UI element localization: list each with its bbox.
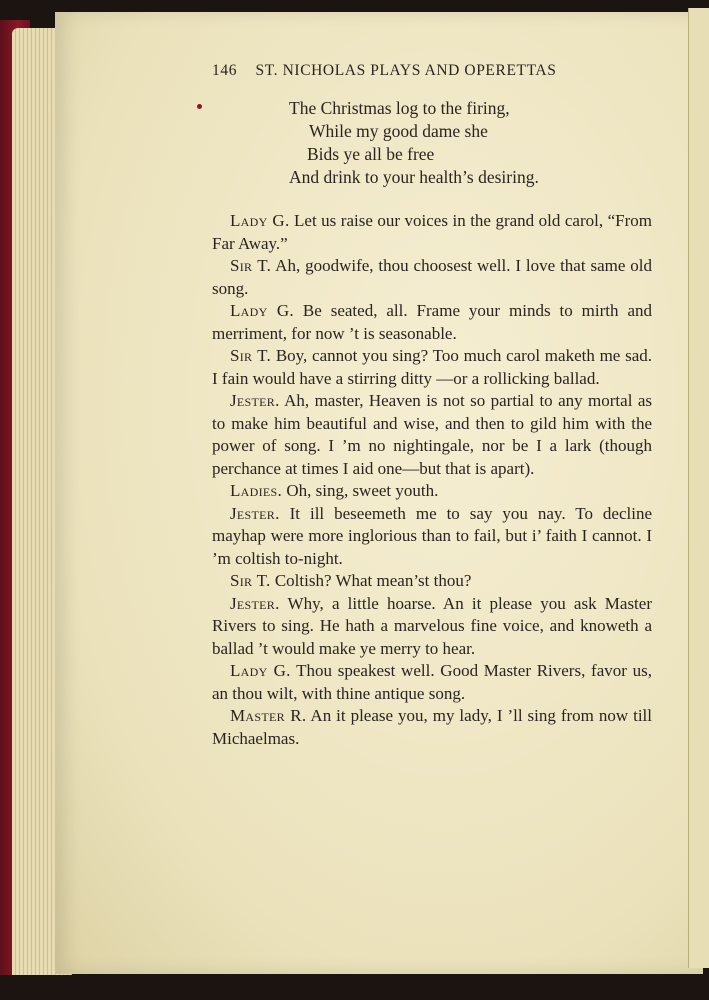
speech-text: Coltish? What mean’st thou? bbox=[274, 571, 472, 590]
speech bbox=[212, 593, 652, 661]
verse-line: Bids ye all be free bbox=[307, 144, 435, 164]
speech bbox=[212, 480, 652, 503]
speech bbox=[212, 300, 652, 345]
speech bbox=[212, 255, 652, 300]
speech-text: Ah, master, Heaven is not so partial to any mortal as to make him beautiful and wise, and then to gild him with the power of song. I ’m no nightingale, nor be I a lark (though perchance at times I aid one—but that is apart). bbox=[212, 391, 653, 478]
speech-text: Oh, sing, sweet youth. bbox=[286, 481, 439, 500]
facing-page-strip bbox=[688, 8, 709, 968]
speech-text: Be seated, all. Frame your minds to mirth and merriment, for now ’t is seasonable. bbox=[212, 301, 652, 343]
speech-text: Why, a little hoarse. An it please you ask Master Rivers to sing. He hath a marvelous fine voice, and knoweth a ballad ’t would make ye merry to hear. bbox=[212, 593, 652, 658]
speaker-name: Jester. bbox=[230, 593, 280, 613]
verse-line: And drink to your health’s desiring. bbox=[289, 167, 539, 187]
speaker-name: Ladies. bbox=[230, 481, 283, 500]
dialogue-block bbox=[212, 210, 652, 750]
speaker-name: Jester. bbox=[230, 391, 280, 410]
ink-blot-mark bbox=[197, 104, 202, 109]
speech-text: It ill beseemeth me to say you nay. To decline mayhap were more inglorious than to fail, but i’ faith I cannot. I ’m coltish to-night. bbox=[212, 503, 653, 568]
speaker-name: Lady G. bbox=[230, 661, 291, 680]
page-number: 146 bbox=[212, 62, 238, 79]
verse-stanza bbox=[212, 97, 539, 189]
speech-text: Ah, goodwife, thou choosest well. I love that same old song. bbox=[212, 256, 652, 298]
speech bbox=[212, 660, 652, 705]
background-edge bbox=[0, 975, 709, 1000]
verse-line: The Christmas log to the firing, bbox=[289, 98, 510, 118]
speaker-name: Master R. bbox=[230, 706, 307, 725]
speaker-name: Lady G. bbox=[230, 211, 290, 230]
speech bbox=[212, 503, 652, 571]
speaker-name: Lady G. bbox=[230, 301, 294, 320]
speaker-name: Sir T. bbox=[230, 346, 272, 365]
speaker-name: Sir T. bbox=[230, 256, 272, 275]
speech bbox=[212, 390, 652, 480]
speech bbox=[212, 210, 652, 255]
book-title: ST. NICHOLAS PLAYS AND OPERETTAS bbox=[255, 62, 557, 79]
speech bbox=[212, 570, 652, 593]
speech-text: An it please you, my lady, I ’ll sing from now till Michaelmas. bbox=[212, 706, 652, 748]
speech-text: Let us raise our voices in the grand old carol, “From Far Away.” bbox=[212, 211, 652, 253]
speech-text: Boy, cannot you sing? Too much carol maketh me sad. I fain would have a stirring ditty —or a rollicking ballad. bbox=[212, 346, 652, 388]
speech-text: Thou speakest well. Good Master Rivers, favor us, an thou wilt, with thine antique song. bbox=[212, 661, 652, 703]
speaker-name: Sir T. bbox=[230, 571, 271, 590]
verse-line: While my good dame she bbox=[309, 121, 488, 141]
running-head bbox=[212, 62, 612, 80]
speech bbox=[212, 345, 652, 390]
speaker-name: Jester. bbox=[230, 503, 280, 523]
speech bbox=[212, 705, 652, 750]
